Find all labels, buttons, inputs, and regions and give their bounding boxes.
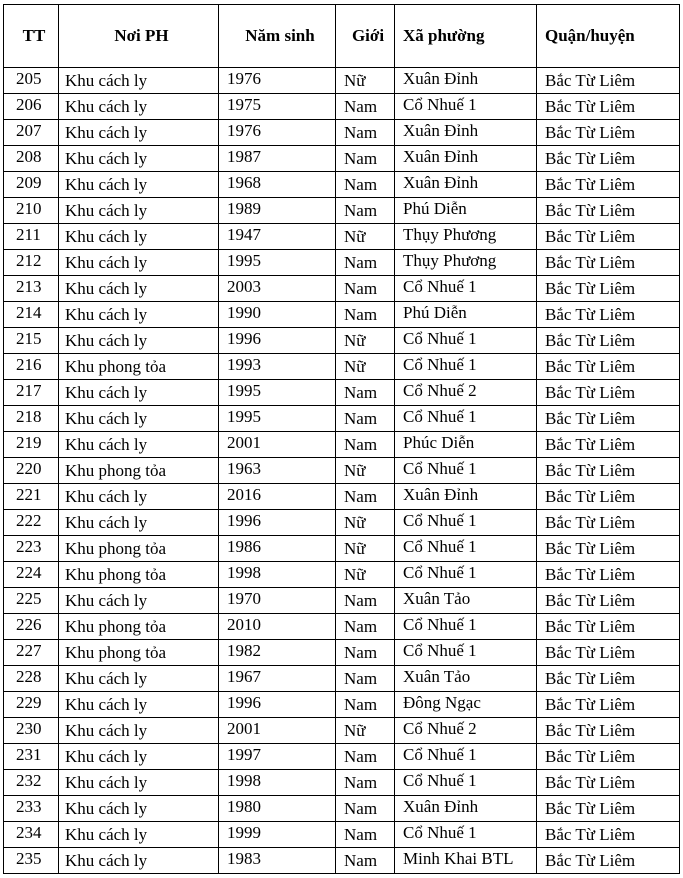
cell-xa-phuong: Xuân Đỉnh xyxy=(395,68,537,94)
cell-quan-huyen: Bắc Từ Liêm xyxy=(537,796,680,822)
cell-nam-sinh: 1996 xyxy=(219,692,336,718)
header-row xyxy=(4,5,680,68)
cell-nam-sinh: 1997 xyxy=(219,744,336,770)
cell-quan-huyen: Bắc Từ Liêm xyxy=(537,328,680,354)
cell-tt: 220 xyxy=(4,458,59,484)
cell-tt: 228 xyxy=(4,666,59,692)
cell-noi-ph: Khu phong tỏa xyxy=(59,458,219,484)
cell-xa-phuong: Phú Diễn xyxy=(395,198,537,224)
cell-nam-sinh: 2010 xyxy=(219,614,336,640)
cell-xa-phuong: Cổ Nhuế 2 xyxy=(395,380,537,406)
cell-nam-sinh: 1989 xyxy=(219,198,336,224)
cell-gioi: Nam xyxy=(336,822,395,848)
cell-tt: 232 xyxy=(4,770,59,796)
cell-noi-ph: Khu cách ly xyxy=(59,146,219,172)
cell-quan-huyen: Bắc Từ Liêm xyxy=(537,354,680,380)
cell-quan-huyen: Bắc Từ Liêm xyxy=(537,510,680,536)
cell-quan-huyen: Bắc Từ Liêm xyxy=(537,172,680,198)
cell-nam-sinh: 1993 xyxy=(219,354,336,380)
cell-noi-ph: Khu phong tỏa xyxy=(59,562,219,588)
cell-noi-ph: Khu cách ly xyxy=(59,848,219,874)
cell-gioi: Nam xyxy=(336,666,395,692)
cell-tt: 234 xyxy=(4,822,59,848)
cell-noi-ph: Khu cách ly xyxy=(59,224,219,250)
cell-nam-sinh: 1976 xyxy=(219,68,336,94)
cell-tt: 212 xyxy=(4,250,59,276)
cell-tt: 224 xyxy=(4,562,59,588)
cell-tt: 216 xyxy=(4,354,59,380)
cell-xa-phuong: Minh Khai BTL xyxy=(395,848,537,874)
cell-nam-sinh: 2016 xyxy=(219,484,336,510)
cell-gioi: Nữ xyxy=(336,224,395,250)
cell-quan-huyen: Bắc Từ Liêm xyxy=(537,432,680,458)
cell-quan-huyen: Bắc Từ Liêm xyxy=(537,302,680,328)
cell-gioi: Nữ xyxy=(336,68,395,94)
cell-nam-sinh: 1986 xyxy=(219,536,336,562)
cell-gioi: Nam xyxy=(336,588,395,614)
cell-quan-huyen: Bắc Từ Liêm xyxy=(537,120,680,146)
cell-xa-phuong: Cổ Nhuế 2 xyxy=(395,718,537,744)
cell-quan-huyen: Bắc Từ Liêm xyxy=(537,250,680,276)
cell-tt: 208 xyxy=(4,146,59,172)
cell-nam-sinh: 1980 xyxy=(219,796,336,822)
cell-quan-huyen: Bắc Từ Liêm xyxy=(537,536,680,562)
cell-xa-phuong: Xuân Đỉnh xyxy=(395,146,537,172)
table-row xyxy=(4,276,680,302)
cell-tt: 219 xyxy=(4,432,59,458)
cell-xa-phuong: Cổ Nhuế 1 xyxy=(395,94,537,120)
cell-xa-phuong: Phú Diễn xyxy=(395,302,537,328)
cell-noi-ph: Khu cách ly xyxy=(59,770,219,796)
cell-noi-ph: Khu cách ly xyxy=(59,172,219,198)
header-nam-sinh: Năm sinh xyxy=(219,5,336,68)
cell-nam-sinh: 2003 xyxy=(219,276,336,302)
cell-noi-ph: Khu phong tỏa xyxy=(59,536,219,562)
cell-xa-phuong: Cổ Nhuế 1 xyxy=(395,510,537,536)
cell-gioi: Nam xyxy=(336,302,395,328)
cell-quan-huyen: Bắc Từ Liêm xyxy=(537,276,680,302)
cell-xa-phuong: Cổ Nhuế 1 xyxy=(395,562,537,588)
cell-nam-sinh: 1996 xyxy=(219,510,336,536)
cell-gioi: Nữ xyxy=(336,536,395,562)
cell-tt: 214 xyxy=(4,302,59,328)
cell-noi-ph: Khu cách ly xyxy=(59,822,219,848)
cell-noi-ph: Khu cách ly xyxy=(59,796,219,822)
cell-nam-sinh: 1983 xyxy=(219,848,336,874)
cell-gioi: Nam xyxy=(336,484,395,510)
table-row xyxy=(4,770,680,796)
cell-xa-phuong: Xuân Tảo xyxy=(395,588,537,614)
cell-xa-phuong: Cổ Nhuế 1 xyxy=(395,276,537,302)
cell-noi-ph: Khu cách ly xyxy=(59,198,219,224)
cell-gioi: Nam xyxy=(336,172,395,198)
table-row xyxy=(4,562,680,588)
table-row xyxy=(4,406,680,432)
cell-nam-sinh: 1998 xyxy=(219,770,336,796)
cell-xa-phuong: Cổ Nhuế 1 xyxy=(395,406,537,432)
cell-noi-ph: Khu cách ly xyxy=(59,718,219,744)
table-row xyxy=(4,120,680,146)
table-row xyxy=(4,718,680,744)
cell-tt: 235 xyxy=(4,848,59,874)
table-row xyxy=(4,744,680,770)
cell-tt: 205 xyxy=(4,68,59,94)
cell-xa-phuong: Cổ Nhuế 1 xyxy=(395,328,537,354)
cell-xa-phuong: Phúc Diễn xyxy=(395,432,537,458)
cell-gioi: Nam xyxy=(336,640,395,666)
cell-noi-ph: Khu cách ly xyxy=(59,432,219,458)
cell-nam-sinh: 1995 xyxy=(219,380,336,406)
cell-noi-ph: Khu phong tỏa xyxy=(59,640,219,666)
cell-quan-huyen: Bắc Từ Liêm xyxy=(537,94,680,120)
cell-nam-sinh: 1976 xyxy=(219,120,336,146)
cell-tt: 211 xyxy=(4,224,59,250)
cell-quan-huyen: Bắc Từ Liêm xyxy=(537,562,680,588)
cell-noi-ph: Khu cách ly xyxy=(59,510,219,536)
cell-gioi: Nữ xyxy=(336,354,395,380)
cell-tt: 225 xyxy=(4,588,59,614)
cell-gioi: Nam xyxy=(336,406,395,432)
cell-quan-huyen: Bắc Từ Liêm xyxy=(537,484,680,510)
cell-noi-ph: Khu phong tỏa xyxy=(59,614,219,640)
cell-noi-ph: Khu cách ly xyxy=(59,328,219,354)
cell-noi-ph: Khu cách ly xyxy=(59,406,219,432)
cell-tt: 227 xyxy=(4,640,59,666)
cell-xa-phuong: Xuân Tảo xyxy=(395,666,537,692)
cell-gioi: Nữ xyxy=(336,562,395,588)
cell-quan-huyen: Bắc Từ Liêm xyxy=(537,822,680,848)
cell-quan-huyen: Bắc Từ Liêm xyxy=(537,588,680,614)
cell-tt: 222 xyxy=(4,510,59,536)
table-row xyxy=(4,666,680,692)
cell-quan-huyen: Bắc Từ Liêm xyxy=(537,640,680,666)
cell-xa-phuong: Cổ Nhuế 1 xyxy=(395,822,537,848)
header-xa-phuong: Xã phường xyxy=(395,5,537,68)
cell-tt: 217 xyxy=(4,380,59,406)
table-row xyxy=(4,692,680,718)
cell-noi-ph: Khu cách ly xyxy=(59,94,219,120)
cell-quan-huyen: Bắc Từ Liêm xyxy=(537,406,680,432)
cell-xa-phuong: Đông Ngạc xyxy=(395,692,537,718)
cell-gioi: Nam xyxy=(336,250,395,276)
cell-xa-phuong: Cổ Nhuế 1 xyxy=(395,640,537,666)
table-header xyxy=(4,5,680,68)
cell-quan-huyen: Bắc Từ Liêm xyxy=(537,380,680,406)
cell-noi-ph: Khu cách ly xyxy=(59,250,219,276)
cell-xa-phuong: Thụy Phương xyxy=(395,250,537,276)
cell-gioi: Nữ xyxy=(336,510,395,536)
cell-xa-phuong: Thụy Phương xyxy=(395,224,537,250)
cell-noi-ph: Khu cách ly xyxy=(59,302,219,328)
cell-tt: 209 xyxy=(4,172,59,198)
header-tt: TT xyxy=(4,5,59,68)
cell-gioi: Nam xyxy=(336,848,395,874)
table-row xyxy=(4,484,680,510)
cell-quan-huyen: Bắc Từ Liêm xyxy=(537,458,680,484)
cell-xa-phuong: Xuân Đỉnh xyxy=(395,484,537,510)
cell-nam-sinh: 2001 xyxy=(219,432,336,458)
cell-tt: 233 xyxy=(4,796,59,822)
table-row xyxy=(4,250,680,276)
cell-tt: 230 xyxy=(4,718,59,744)
cell-nam-sinh: 1990 xyxy=(219,302,336,328)
cell-tt: 226 xyxy=(4,614,59,640)
cell-tt: 218 xyxy=(4,406,59,432)
table-row xyxy=(4,432,680,458)
cell-xa-phuong: Cổ Nhuế 1 xyxy=(395,744,537,770)
cell-quan-huyen: Bắc Từ Liêm xyxy=(537,666,680,692)
cell-gioi: Nam xyxy=(336,94,395,120)
cell-nam-sinh: 1982 xyxy=(219,640,336,666)
cell-quan-huyen: Bắc Từ Liêm xyxy=(537,198,680,224)
cell-quan-huyen: Bắc Từ Liêm xyxy=(537,224,680,250)
cell-noi-ph: Khu cách ly xyxy=(59,744,219,770)
cell-tt: 206 xyxy=(4,94,59,120)
cell-xa-phuong: Cổ Nhuế 1 xyxy=(395,536,537,562)
cell-noi-ph: Khu phong tỏa xyxy=(59,354,219,380)
cell-xa-phuong: Cổ Nhuế 1 xyxy=(395,354,537,380)
cell-tt: 229 xyxy=(4,692,59,718)
cell-nam-sinh: 1996 xyxy=(219,328,336,354)
cell-gioi: Nam xyxy=(336,146,395,172)
table-row xyxy=(4,510,680,536)
table-row xyxy=(4,172,680,198)
cell-quan-huyen: Bắc Từ Liêm xyxy=(537,146,680,172)
cell-noi-ph: Khu cách ly xyxy=(59,484,219,510)
table-row xyxy=(4,354,680,380)
cell-quan-huyen: Bắc Từ Liêm xyxy=(537,68,680,94)
cell-gioi: Nam xyxy=(336,380,395,406)
table-row xyxy=(4,640,680,666)
cell-gioi: Nam xyxy=(336,744,395,770)
cell-xa-phuong: Cổ Nhuế 1 xyxy=(395,614,537,640)
cell-nam-sinh: 1995 xyxy=(219,406,336,432)
cell-gioi: Nữ xyxy=(336,458,395,484)
cell-nam-sinh: 1970 xyxy=(219,588,336,614)
table-row xyxy=(4,458,680,484)
cell-nam-sinh: 1947 xyxy=(219,224,336,250)
cell-xa-phuong: Cổ Nhuế 1 xyxy=(395,770,537,796)
cell-nam-sinh: 1963 xyxy=(219,458,336,484)
cell-nam-sinh: 1968 xyxy=(219,172,336,198)
cell-gioi: Nam xyxy=(336,614,395,640)
cell-nam-sinh: 1998 xyxy=(219,562,336,588)
cell-nam-sinh: 1967 xyxy=(219,666,336,692)
table-row xyxy=(4,614,680,640)
cell-nam-sinh: 1975 xyxy=(219,94,336,120)
cell-quan-huyen: Bắc Từ Liêm xyxy=(537,848,680,874)
cell-tt: 213 xyxy=(4,276,59,302)
cell-gioi: Nam xyxy=(336,276,395,302)
cell-gioi: Nam xyxy=(336,432,395,458)
cell-nam-sinh: 2001 xyxy=(219,718,336,744)
table-row xyxy=(4,328,680,354)
cell-noi-ph: Khu cách ly xyxy=(59,692,219,718)
table-row xyxy=(4,302,680,328)
cell-xa-phuong: Xuân Đỉnh xyxy=(395,796,537,822)
table-row xyxy=(4,94,680,120)
cell-gioi: Nữ xyxy=(336,328,395,354)
cell-noi-ph: Khu cách ly xyxy=(59,380,219,406)
cell-tt: 221 xyxy=(4,484,59,510)
cell-xa-phuong: Cổ Nhuế 1 xyxy=(395,458,537,484)
cell-quan-huyen: Bắc Từ Liêm xyxy=(537,692,680,718)
cell-tt: 210 xyxy=(4,198,59,224)
cell-noi-ph: Khu cách ly xyxy=(59,588,219,614)
cell-gioi: Nữ xyxy=(336,718,395,744)
cell-noi-ph: Khu cách ly xyxy=(59,666,219,692)
cell-xa-phuong: Xuân Đỉnh xyxy=(395,172,537,198)
cell-quan-huyen: Bắc Từ Liêm xyxy=(537,718,680,744)
cell-tt: 215 xyxy=(4,328,59,354)
cell-noi-ph: Khu cách ly xyxy=(59,120,219,146)
table-body xyxy=(4,68,680,874)
cell-gioi: Nam xyxy=(336,198,395,224)
table-row xyxy=(4,68,680,94)
cell-xa-phuong: Xuân Đỉnh xyxy=(395,120,537,146)
table-row xyxy=(4,146,680,172)
cell-nam-sinh: 1999 xyxy=(219,822,336,848)
cell-tt: 223 xyxy=(4,536,59,562)
case-table xyxy=(3,4,680,874)
header-noi-ph: Nơi PH xyxy=(59,5,219,68)
table-row xyxy=(4,588,680,614)
cell-noi-ph: Khu cách ly xyxy=(59,68,219,94)
cell-nam-sinh: 1987 xyxy=(219,146,336,172)
table-row xyxy=(4,822,680,848)
cell-gioi: Nam xyxy=(336,120,395,146)
cell-nam-sinh: 1995 xyxy=(219,250,336,276)
table-row xyxy=(4,380,680,406)
cell-quan-huyen: Bắc Từ Liêm xyxy=(537,770,680,796)
cell-gioi: Nam xyxy=(336,692,395,718)
table-row xyxy=(4,796,680,822)
cell-quan-huyen: Bắc Từ Liêm xyxy=(537,744,680,770)
header-quan-huyen: Quận/huyện xyxy=(537,5,680,68)
table-row xyxy=(4,848,680,874)
table-row xyxy=(4,198,680,224)
cell-gioi: Nam xyxy=(336,770,395,796)
cell-quan-huyen: Bắc Từ Liêm xyxy=(537,614,680,640)
cell-gioi: Nam xyxy=(336,796,395,822)
cell-tt: 231 xyxy=(4,744,59,770)
table-row xyxy=(4,224,680,250)
cell-tt: 207 xyxy=(4,120,59,146)
table-row xyxy=(4,536,680,562)
cell-noi-ph: Khu cách ly xyxy=(59,276,219,302)
header-gioi: Giới xyxy=(336,5,395,68)
